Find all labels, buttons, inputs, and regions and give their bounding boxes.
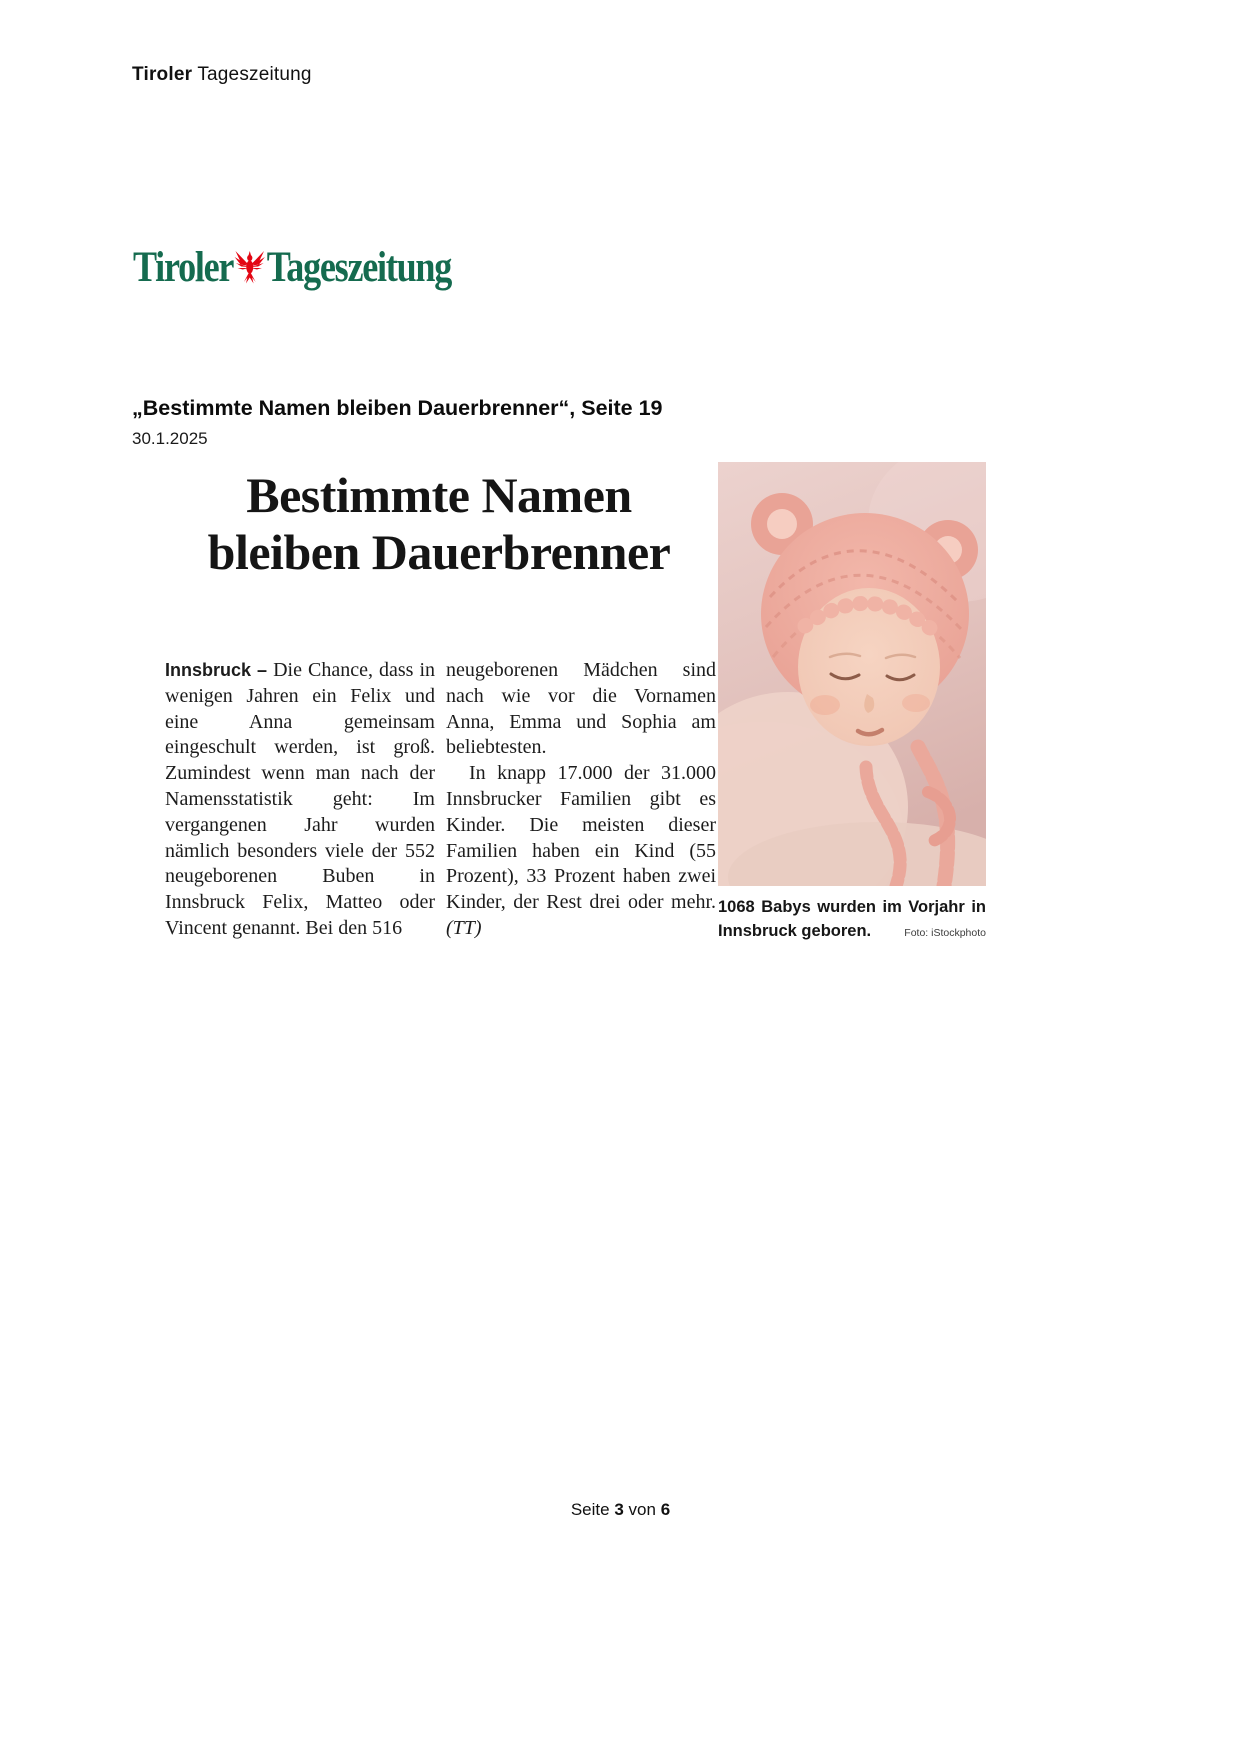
page-footer: [0, 1500, 1241, 1520]
clipping-date: 30.1.2025: [132, 429, 208, 448]
photo-credit: Foto: iStockphoto: [904, 927, 986, 939]
footer-total-pages: 6: [660, 1500, 671, 1519]
footer-page-number: 3: [614, 1500, 624, 1519]
logo-word-tiroler: Tiroler: [133, 244, 234, 291]
article-column-2-para1: neugeborenen Mädchen sind nach wie vor die Vornamen Anna, Emma und Sophia am beliebtesten.: [446, 659, 716, 759]
header-brand: [132, 64, 312, 86]
article-column-2-para2: In knapp 17.000 der 31.000 Innsbrucker Familien gibt es Kinder. Die meisten dieser Familien haben ein Kind (55 Prozent), 33 Prozent haben zwei Kinder, der Rest drei oder mehr.: [446, 762, 716, 914]
photo-caption: [718, 895, 986, 945]
article-agency-credit: (TT): [446, 916, 482, 939]
newspaper-logo: [133, 243, 451, 292]
footer-prefix: Seite: [570, 1500, 610, 1519]
article-column-1: [165, 658, 435, 942]
photo-caption-line2: Innsbruck geboren.: [718, 922, 872, 940]
header-brand-bold: Tiroler: [132, 64, 193, 85]
article-headline: [165, 467, 713, 581]
header-brand-rest: Tageszeitung: [192, 64, 312, 85]
article-headline-line1: Bestimmte Namen: [246, 467, 632, 523]
tyrolean-eagle-icon: [234, 248, 266, 284]
footer-separator: von: [628, 1500, 656, 1519]
article-column-1-text: Die Chance, dass in wenigen Jahren ein Felix und eine Anna gemeinsam eingeschult werden, ist groß. Zumindest wenn man nach der Namensstatistik geht: Im vergangenen Jahr wurden nämlich besonders viele der 552 neugeborenen Buben in Innsbruck Felix, Matteo oder Vincent genannt. Bei den 516: [165, 659, 436, 939]
article-column-2: [446, 658, 716, 942]
article-headline-line2: bleiben Dauerbrenner: [207, 524, 671, 580]
baby-photo: [718, 462, 986, 886]
photo-caption-line1: 1068 Babys wurden im Vorjahr in: [718, 898, 986, 916]
clipping-title: „Bestimmte Namen bleiben Dauerbrenner“, Seite 19: [132, 396, 663, 420]
article-lead-in: Innsbruck –: [165, 660, 268, 680]
photo-block: [718, 462, 986, 945]
logo-word-tageszeitung: Tageszeitung: [266, 244, 452, 291]
